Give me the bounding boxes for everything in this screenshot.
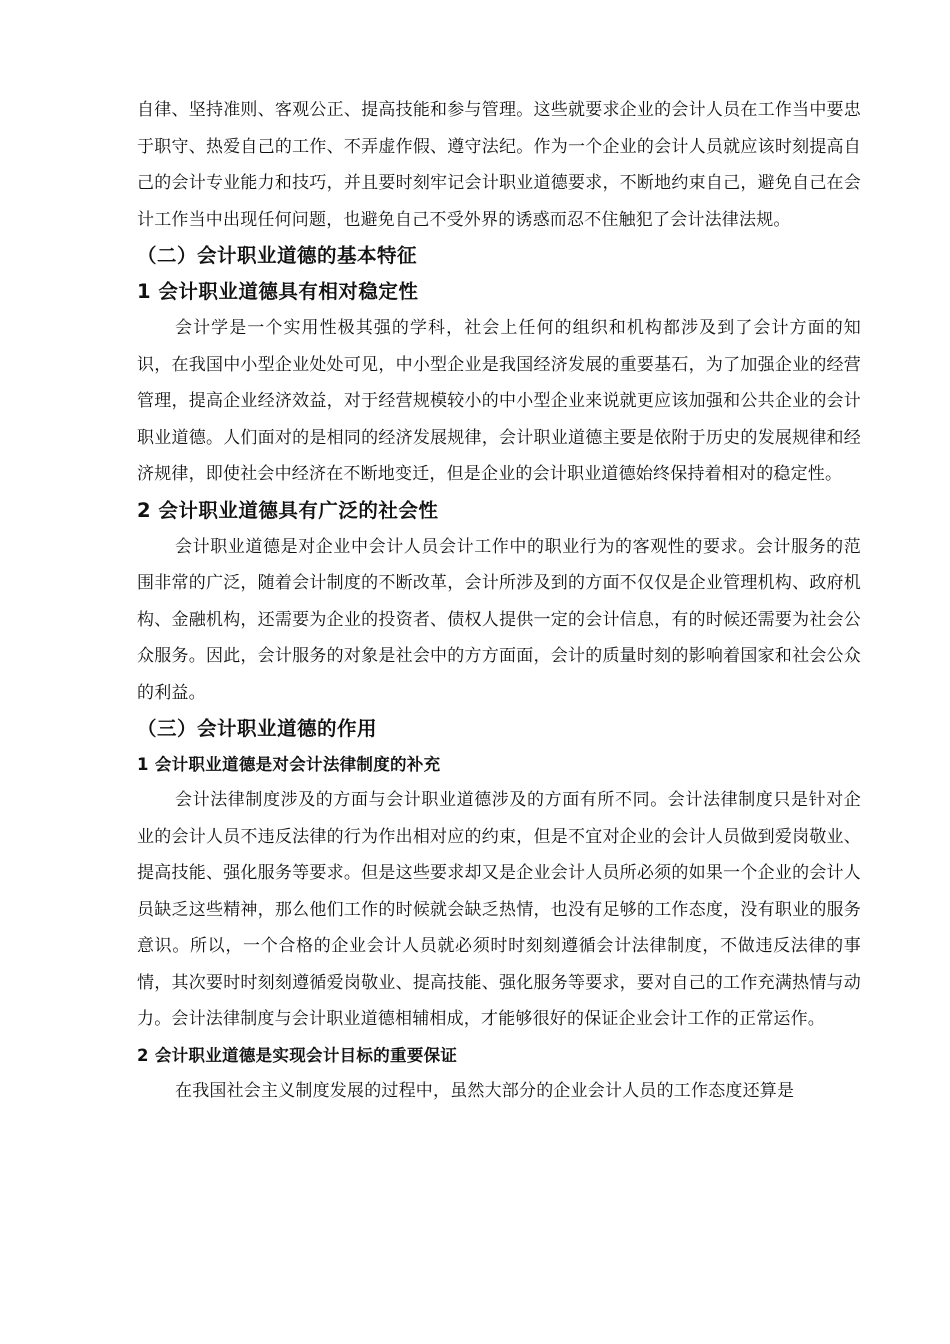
subheading-social: 2 会计职业道德具有广泛的社会性 (137, 498, 439, 522)
paragraph-social: 会计职业道德是对企业中会计人员会计工作中的职业行为的客观性的要求。会计服务的范围非常的广泛，随着会计制度的不断改革，会计所涉及到的方面不仅仅是企业管理机构、政府机构、金融机构，还需要为企业的投资者、债权人提供一定的会计信息，有的时候还需要为社会公众服务。因此，会计服务的对象是社会中的方方面面，会计的质量时刻的影响着国家和社会公众的利益。 (137, 536, 861, 703)
subheading-supplement: 1 会计职业道德是对会计法律制度的补充 (137, 755, 441, 774)
paragraph-stability: 会计学是一个实用性极其强的学科，社会上任何的组织和机构都涉及到了会计方面的知识，在我国中小型企业处处可见，中小型企业是我国经济发展的重要基石，为了加强企业的经营管理，提高企业经济效益，对于经营规模较小的中小型企业来说就更应该加强和公共企业的会计职业道德。人们面对的是相同的经济发展规律，会计职业道德主要是依附于历史的发展规律和经济规律，即使社会中经济在不断地变迁，但是企业的会计职业道德始终保持着相对的稳定性。 (137, 318, 861, 484)
paragraph-supplement: 会计法律制度涉及的方面与会计职业道德涉及的方面有所不同。会计法律制度只是针对企业的会计人员不违反法律的行为作出相对应的约束，但是不宜对企业的会计人员做到爱岗敬业、提高技能、强化服务等要求。但是这些要求却又是企业会计人员所必须的如果一个企业的会计人员缺乏这些精神，那么他们工作的时候就会缺乏热情，也没有足够的工作态度，没有职业的服务意识。所以，一个合格的企业会计人员就必须时时刻刻遵循会计法律制度，不做违反法律的事情，其次要时时刻刻遵循爱岗敬业、提高技能、强化服务等要求，要对自己的工作充满热情与动力。会计法律制度与会计职业道德相辅相成，才能够很好的保证企业会计工作的正常运作。 (137, 790, 861, 1029)
section-heading-basic-features: （二）会计职业道德的基本特征 (137, 244, 418, 267)
document-page (137, 92, 861, 1109)
subheading-stability: 1 会计职业道德具有相对稳定性 (137, 280, 419, 303)
subheading-guarantee: 2 会计职业道德是实现会计目标的重要保证 (137, 1045, 458, 1065)
paragraph-intro: 自律、坚持准则、客观公正、提高技能和参与管理。这些就要求企业的会计人员在工作当中要忠于职守、热爱自己的工作、不弄虚作假、遵守法纪。作为一个企业的会计人员就应该时刻提高自己的会计专业能力和技巧，并且要时刻牢记会计职业道德要求，不断地约束自己，避免自己在会计工作当中出现任何问题，也避免自己不受外界的诱惑而忍不住触犯了会计法律法规。 (137, 100, 861, 230)
section-heading-role: （三）会计职业道德的作用 (137, 717, 378, 740)
paragraph-guarantee: 在我国社会主义制度发展的过程中，虽然大部分的企业会计人员的工作态度还算是 (175, 1080, 795, 1101)
